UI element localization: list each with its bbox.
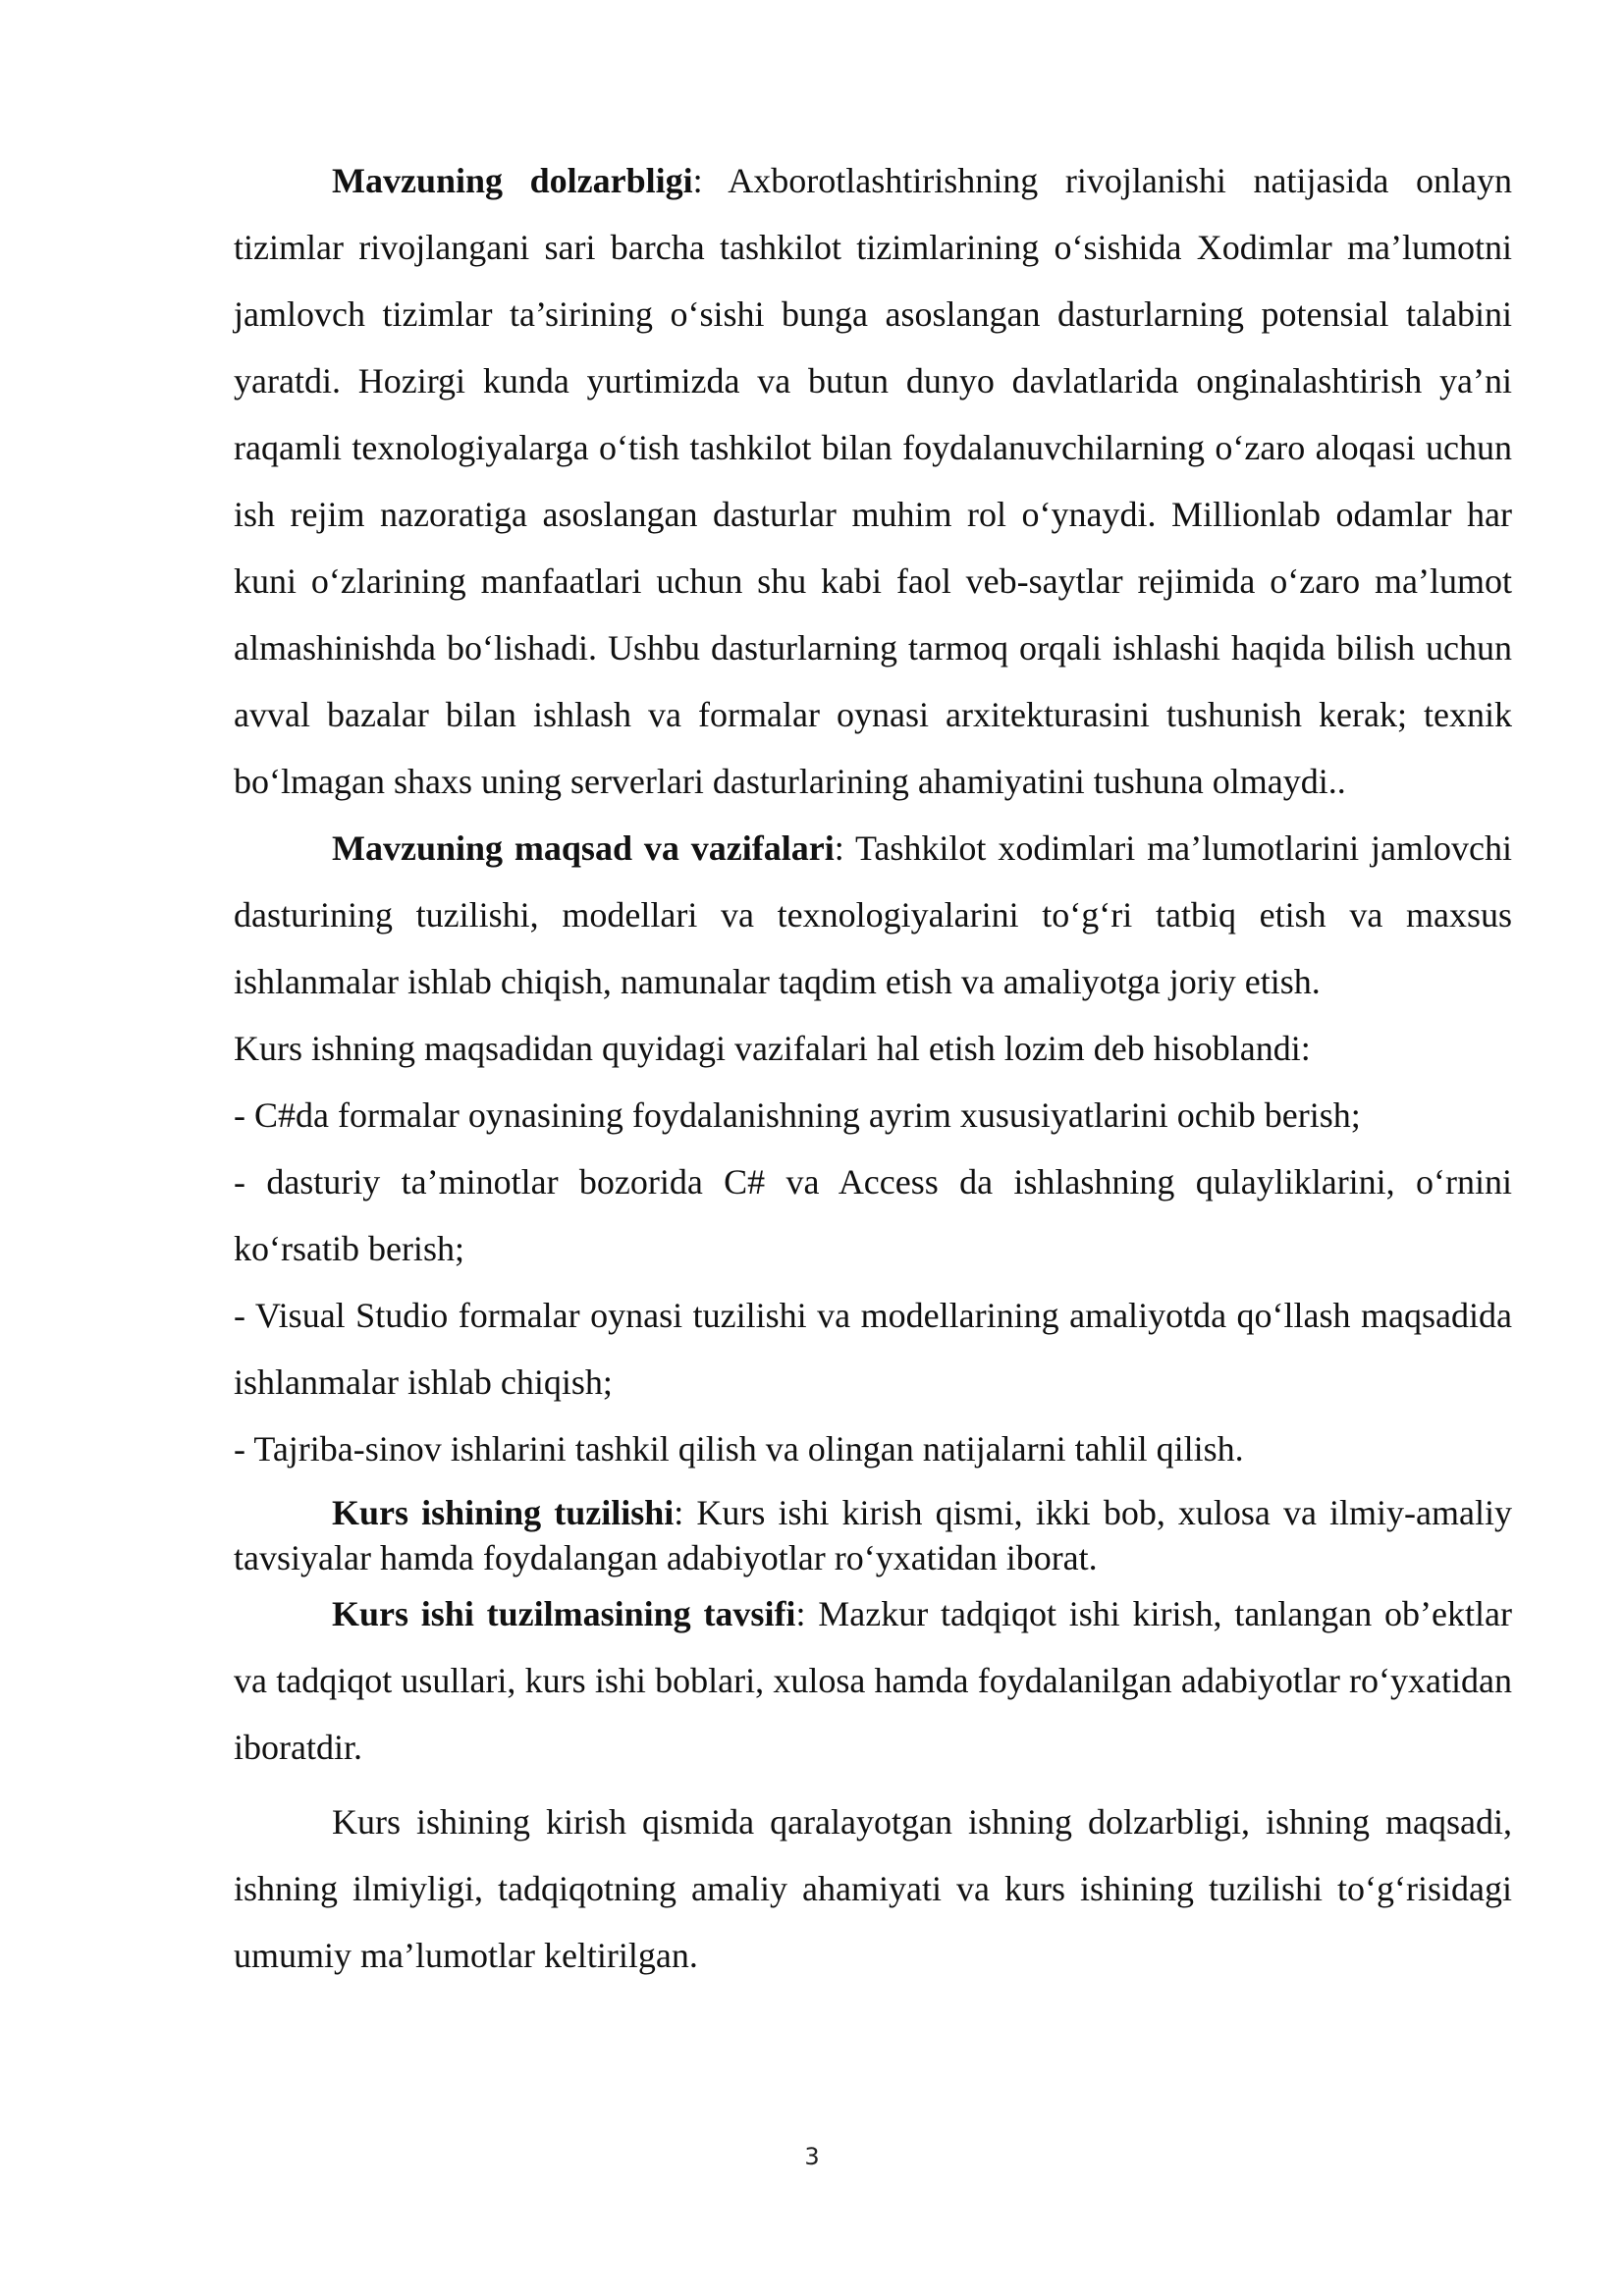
- heading-tavsifi: Kurs ishi tuzilmasining tavsifi: [332, 1594, 796, 1633]
- document-page: [234, 147, 1512, 1989]
- paragraph-kirish: Kurs ishining kirish qismida qaralayotgan ishning dolzarbligi, ishning maqsadi, ishning ilmiyligi, tadqiqotning amaliy ahamiyati va kurs ishining tuzilishi to‘g‘risidagi umumiy ma’lumotlar keltirilgan.: [234, 1802, 1512, 1975]
- tasks-intro: Kurs ishning maqsadidan quyidagi vazifalari hal etish lozim deb hisoblandi:: [234, 1029, 1311, 1068]
- heading-maqsad: Mavzuning maqsad va vazifalari: [332, 828, 835, 868]
- paragraph-tuzilishi: [234, 1490, 1512, 1580]
- task-item: - C#da formalar oynasining foydalanishning ayrim xususiyatlarini ochib berish;: [234, 1095, 1361, 1135]
- paragraph-dolzarblik: [234, 147, 1512, 815]
- paragraph-maqsad: [234, 815, 1512, 1015]
- task-item: - Tajriba-sinov ishlarini tashkil qilish va olingan natijalarni tahlil qilish.: [234, 1429, 1244, 1468]
- page-number: 3: [804, 2143, 820, 2170]
- text-tavsifi: : Mazkur tadqiqot ishi kirish, tanlangan ob’ektlar va tadqiqot usullari, kurs ishi boblari, xulosa hamda foydalanilgan adabiyotlar ro‘yxatidan iboratdir.: [234, 1594, 1512, 1767]
- text-maqsad: : Tashkilot xodimlari ma’lumotlarini jamlovchi dasturining tuzilishi, modellari va texnologiyalarini to‘g‘ri tatbiq etish va maxsus ishlanmalar ishlab chiqish, namunalar taqdim etish va amaliyotga joriy etish.: [234, 828, 1512, 1001]
- task-item: - Visual Studio formalar oynasi tuzilishi va modellarining amaliyotda qo‘llash maqsadida ishlanmalar ishlab chiqish;: [234, 1296, 1512, 1402]
- heading-tuzilishi: Kurs ishining tuzilishi: [332, 1493, 675, 1532]
- text-tuzilishi: : Kurs ishi kirish qismi, ikki bob, xulosa va ilmiy-amaliy tavsiyalar hamda foydalangan adabiyotlar ro‘yxatidan iborat.: [234, 1493, 1512, 1577]
- text-dolzarblik: : Axborotlashtirishning rivojlanishi natijasida onlayn tizimlar rivojlangani sari barcha tashkilot tizimlarining o‘sishida Xodimlar ma’lumotni jamlovch tizimlar ta’sirining o‘sishi bunga asoslangan dasturlarning potensial talabini yaratdi. Hozirgi kunda yurtimizda va butun dunyo davlatlarida onginalashtirish ya’ni raqamli texnologiyalarga o‘tish tashkilot bilan foydalanuvchilarning o‘zaro aloqasi uchun ish rejim nazoratiga asoslangan dasturlar muhim rol o‘ynaydi. Millionlab odamlar har kuni o‘zlarining manfaatlari uchun shu kabi faol veb-saytlar rejimida o‘zaro ma’lumot almashinishda bo‘lishadi. Ushbu dasturlarning tarmoq orqali ishlashi haqida bilish uchun avval bazalar bilan ishlash va formalar oynasi arxitekturasini tushunish kerak; texnik bo‘lmagan shaxs uning serverlari dasturlarining ahamiyatini tushuna olmaydi..: [234, 161, 1512, 801]
- paragraph-tavsifi: [234, 1580, 1512, 1781]
- task-item: - dasturiy ta’minotlar bozorida C# va Access da ishlashning qulayliklarini, o‘rnini ko‘rsatib berish;: [234, 1162, 1512, 1268]
- heading-dolzarblik: Mavzuning dolzarbligi: [332, 161, 693, 200]
